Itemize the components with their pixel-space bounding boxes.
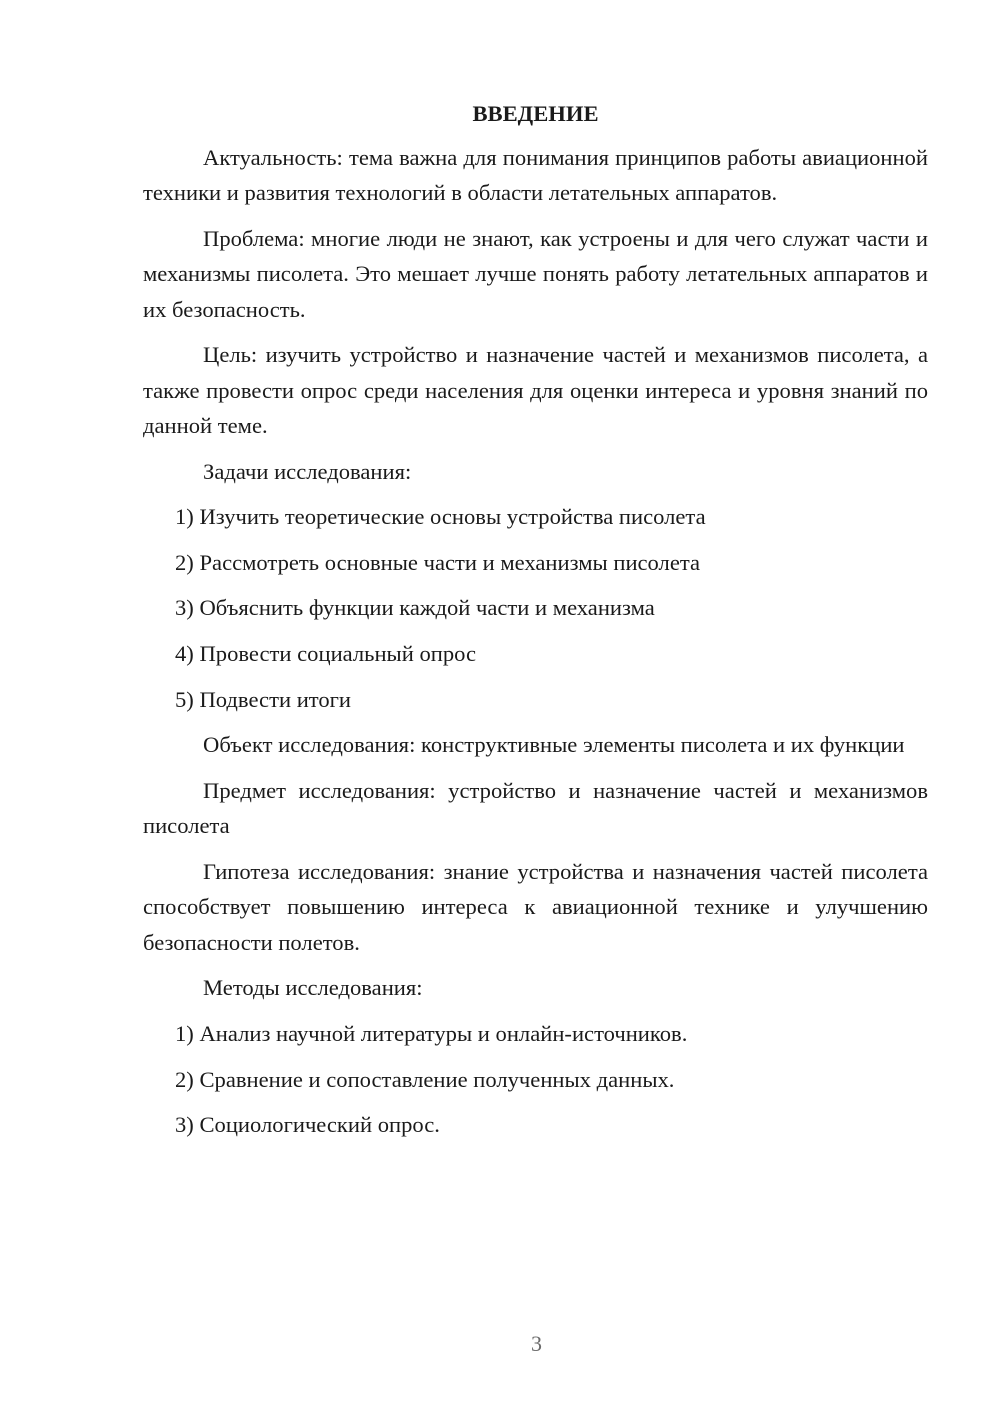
relevance-paragraph: Актуальность: тема важна для понимания принципов работы авиационной техники и развития технологий в области летательных аппаратов. [143, 144, 928, 205]
tasks-heading: Задачи исследования: [203, 458, 412, 484]
page-content [143, 96, 928, 1153]
task-item: 3) Объяснить функции каждой части и механизма [175, 595, 655, 621]
problem-paragraph: Проблема: многие люди не знают, как устроены и для чего служат части и механизмы писолета. Это мешает лучше понять работу летательных аппаратов и их безопасность. [143, 225, 928, 322]
object-paragraph: Объект исследования: конструктивные элементы писолета и их функции [203, 732, 905, 758]
hypothesis-paragraph: Гипотеза исследования: знание устройства и назначения частей писолета способствует повышению интереса к авиационной технике и улучшению безопасности полетов. [143, 858, 928, 955]
task-item: 1) Изучить теоретические основы устройства писолета [175, 504, 706, 529]
task-item: 2) Рассмотреть основные части и механизмы писолета [175, 549, 701, 575]
method-item: 2) Сравнение и сопоставление полученных данных. [175, 1066, 675, 1092]
method-item: 3) Социологический опрос. [175, 1112, 440, 1138]
page-number: 3 [531, 1331, 542, 1356]
methods-heading: Методы исследования: [203, 975, 423, 1001]
task-item: 5) Подвести итоги [175, 686, 352, 712]
goal-paragraph: Цель: изучить устройство и назначение частей и механизмов писолета, а также провести опрос среди населения для оценки интереса и уровня знаний по данной теме. [143, 342, 928, 438]
method-item: 1) Анализ научной литературы и онлайн-источников. [175, 1020, 688, 1046]
methods-list [143, 1016, 928, 1143]
tasks-list [143, 499, 928, 717]
task-item: 4) Провести социальный опрос [175, 641, 477, 667]
subject-paragraph: Предмет исследования: устройство и назначение частей и механизмов писолета [143, 777, 928, 839]
section-title: ВВЕДЕНИЕ [472, 101, 599, 126]
